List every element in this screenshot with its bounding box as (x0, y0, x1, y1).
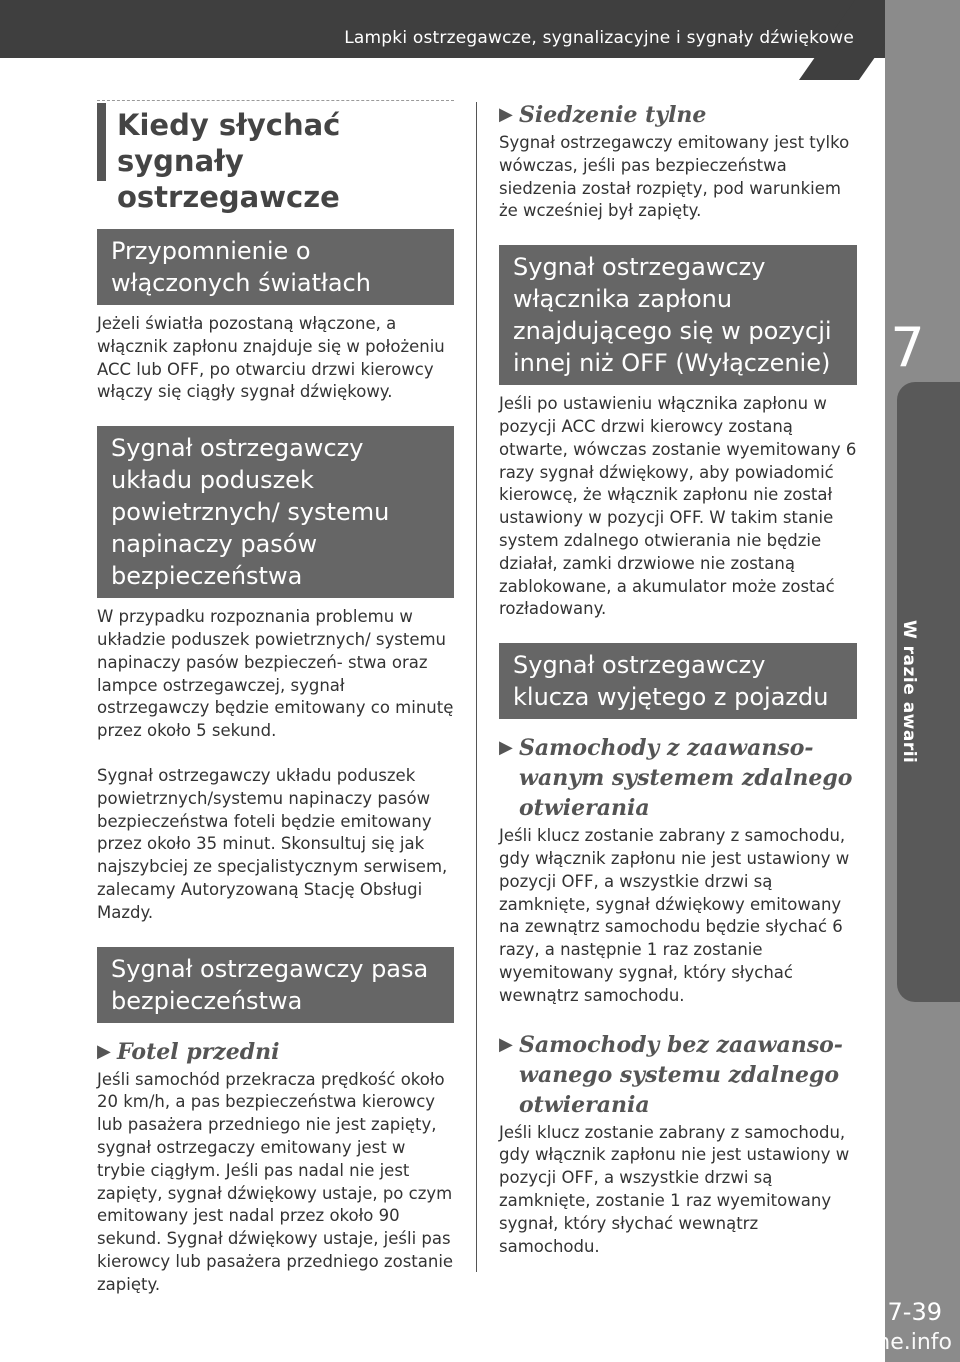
paragraph: Sygnał ostrzegawczy emitowany jest tylko wówczas, jeśli pas bezpieczeństwa siedzenia został rozpięty, pod warunkiem że wcześniej był zapięty. (499, 133, 850, 221)
paragraph: Sygnał ostrzegawczy układu poduszek powietrznych/systemu napinaczy pasów bezpieczeństwa foteli będzie emitowany przez około 35 minut. Skonsultuj się jak najszybciej ze specjalistycznym serwisem, zalecamy Autoryzowaną Stację Obsługi Mazdy. (97, 765, 448, 922)
running-header: Lampki ostrzegawcze, sygnalizacyjne i sygnały dźwiękowe (344, 28, 854, 48)
main-title-block (97, 100, 454, 229)
section-heading: Sygnał ostrzegawczy układu poduszek powietrznych/ systemu napinaczy pasów bezpieczeństwa (97, 426, 454, 598)
section-heading: Sygnał ostrzegawczy klucza wyjętego z pojazdu (499, 643, 857, 719)
chapter-number: 7 (890, 316, 925, 379)
column-divider (476, 102, 477, 1272)
page-title: Kiedy słychać sygnały ostrzegawcze (117, 108, 341, 214)
right-column (499, 100, 857, 1280)
subsection-heading (499, 1030, 857, 1120)
paragraph: Jeśli samochód przekracza prędkość około 20 km/h, a pas bezpieczeństwa kierowcy lub pasażera przedniego nie jest zapięty, sygnał ostrzegaczy emitowany jest w trybie ciągłym. Jeśli pas nadal nie jest zapięty, sygnał dźwiękowy ustaje, po czym emitowany jest nadal przez około 90 sekund. Sygnał dźwiękowy ustaje, jeśli pas kierowcy lub pasażera przedniego zostanie zapięty. (97, 1069, 454, 1294)
left-column (97, 100, 454, 1319)
subsection-title: Siedzenie tylne (519, 102, 707, 128)
section-heading: Sygnał ostrzegawczy włącznika zapłonu znajdującego się w pozycji innej niż OFF (Wyłączenie) (499, 245, 857, 385)
section-heading: Przypomnienie o włączonych światłach (97, 229, 454, 305)
subsection-heading (499, 100, 857, 130)
subsection-heading (499, 733, 857, 823)
paragraph: Jeśli po ustawieniu włącznika zapłonu w pozycji ACC drzwi kierowcy zostaną otwarte, wówczas zostanie wyemitowany 6 razy sygnał dźwiękowy, aby powiadomić kierowcę, że włącznik zapłonu nie został ustawiony w pozycji OFF. W takim stanie system zdalnego otwierania nie będzie działał, zamki drzwiowe nie zostaną zablokowane, a akumulator może zostać rozładowany. (499, 394, 857, 619)
subsection-title: Samochody bez zaawanso- wanego systemu zdalnego otwierania (519, 1031, 843, 1118)
subsection-title: Fotel przedni (117, 1038, 280, 1065)
paragraph: Jeśli klucz zostanie zabrany z samochodu, gdy włącznik zapłonu nie jest ustawiony w pozycji OFF, a wszystkie drzwi są zamknięte, zostanie 1 raz wyemitowany sygnał, który słychać wewnątrz samochodu. (499, 1122, 850, 1256)
paragraph: W przypadku rozpoznania problemu w układzie poduszek powietrznych/ systemu napinaczy pasów bezpieczeń- stwa oraz lampce ostrzegawczej, sygnał ostrzegawczy będzie emitowany co minutę przez około 5 sekund. (97, 607, 454, 741)
chapter-label: W razie awarii (899, 620, 919, 764)
subsection-heading (97, 1037, 454, 1067)
triangle-marker-icon: ▶ (499, 104, 513, 125)
triangle-marker-icon: ▶ (97, 1040, 111, 1062)
triangle-marker-icon: ▶ (499, 737, 513, 759)
section-heading: Sygnał ostrzegawczy pasa bezpieczeństwa (97, 947, 454, 1023)
page-number: 7-39 (887, 1298, 942, 1326)
watermark: carmanualsonline.info (708, 1330, 952, 1355)
triangle-marker-icon: ▶ (499, 1033, 513, 1055)
subsection-title: Samochody z zaawanso- wanym systemem zdalnego otwierania (519, 735, 853, 822)
paragraph: Jeżeli światła pozostaną włączone, a włącznik zapłonu znajduje się w położeniu ACC lub OFF, po otwarciu drzwi kierowcy włączy się ciągły sygnał dźwiękowy. (97, 314, 445, 402)
paragraph: Jeśli klucz zostanie zabrany z samochodu, gdy włącznik zapłonu nie jest ustawiony w pozycji OFF, a wszystkie drzwi są zamknięte, sygnał dźwiękowy emitowany na zewnątrz samochodu będzie słychać 6 razy, a następnie 1 raz zostanie wyemitowany sygnał, który słychać wewnątrz samochodu. (499, 826, 850, 1005)
